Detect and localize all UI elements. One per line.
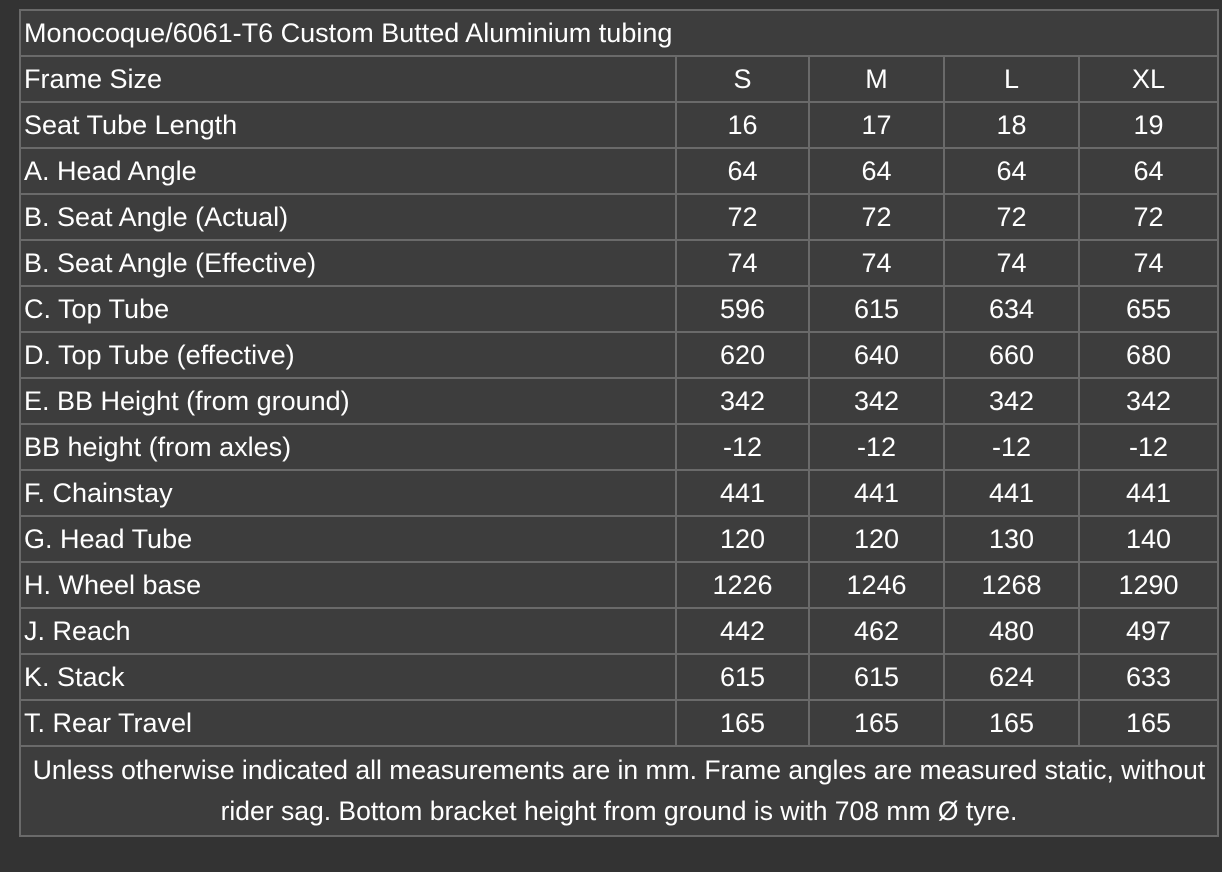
- size-header-s: S: [676, 56, 809, 102]
- cell-value: 72: [809, 194, 944, 240]
- row-label: K. Stack: [20, 654, 676, 700]
- row-label: J. Reach: [20, 608, 676, 654]
- cell-value: 17: [809, 102, 944, 148]
- cell-value: 74: [944, 240, 1079, 286]
- cell-value: 342: [676, 378, 809, 424]
- geometry-table: [19, 9, 1219, 837]
- cell-value: 442: [676, 608, 809, 654]
- row-label: B. Seat Angle (Effective): [20, 240, 676, 286]
- cell-value: 16: [676, 102, 809, 148]
- cell-value: 18: [944, 102, 1079, 148]
- row-label: E. BB Height (from ground): [20, 378, 676, 424]
- frame-size-label: Frame Size: [20, 56, 676, 102]
- footnote: Unless otherwise indicated all measurements are in mm. Frame angles are measured static, without rider sag. Bottom bracket height from ground is with 708 mm Ø tyre.: [20, 746, 1218, 836]
- cell-value: 441: [809, 470, 944, 516]
- table-row: [20, 378, 1218, 424]
- cell-value: 680: [1079, 332, 1218, 378]
- cell-value: 140: [1079, 516, 1218, 562]
- cell-value: 441: [944, 470, 1079, 516]
- table-row: [20, 286, 1218, 332]
- cell-value: 165: [1079, 700, 1218, 746]
- cell-value: 660: [944, 332, 1079, 378]
- row-label: B. Seat Angle (Actual): [20, 194, 676, 240]
- table-row: [20, 240, 1218, 286]
- cell-value: 72: [1079, 194, 1218, 240]
- cell-value: -12: [809, 424, 944, 470]
- cell-value: 19: [1079, 102, 1218, 148]
- cell-value: 64: [676, 148, 809, 194]
- cell-value: 120: [676, 516, 809, 562]
- row-label: F. Chainstay: [20, 470, 676, 516]
- table-title: Monocoque/6061-T6 Custom Butted Aluminium tubing: [20, 10, 1218, 56]
- cell-value: 441: [1079, 470, 1218, 516]
- table-row: [20, 194, 1218, 240]
- size-header-l: L: [944, 56, 1079, 102]
- cell-value: 1268: [944, 562, 1079, 608]
- cell-value: 342: [944, 378, 1079, 424]
- cell-value: -12: [944, 424, 1079, 470]
- cell-value: 64: [1079, 148, 1218, 194]
- table-row: [20, 102, 1218, 148]
- cell-value: 640: [809, 332, 944, 378]
- cell-value: 497: [1079, 608, 1218, 654]
- cell-value: 74: [676, 240, 809, 286]
- cell-value: -12: [1079, 424, 1218, 470]
- cell-value: 633: [1079, 654, 1218, 700]
- cell-value: 72: [676, 194, 809, 240]
- row-label: Seat Tube Length: [20, 102, 676, 148]
- size-header-xl: XL: [1079, 56, 1218, 102]
- row-label: C. Top Tube: [20, 286, 676, 332]
- cell-value: 165: [944, 700, 1079, 746]
- table-title-row: [20, 10, 1218, 56]
- cell-value: 1290: [1079, 562, 1218, 608]
- footnote-row: [20, 746, 1218, 836]
- table-row: [20, 332, 1218, 378]
- cell-value: 64: [809, 148, 944, 194]
- cell-value: 462: [809, 608, 944, 654]
- cell-value: 615: [676, 654, 809, 700]
- table-row: [20, 470, 1218, 516]
- cell-value: 130: [944, 516, 1079, 562]
- cell-value: 480: [944, 608, 1079, 654]
- cell-value: 165: [676, 700, 809, 746]
- cell-value: 342: [809, 378, 944, 424]
- cell-value: 1226: [676, 562, 809, 608]
- table-row: [20, 148, 1218, 194]
- cell-value: 165: [809, 700, 944, 746]
- cell-value: 441: [676, 470, 809, 516]
- table-row: [20, 424, 1218, 470]
- cell-value: 620: [676, 332, 809, 378]
- row-label: D. Top Tube (effective): [20, 332, 676, 378]
- cell-value: 655: [1079, 286, 1218, 332]
- cell-value: 74: [809, 240, 944, 286]
- table-row: [20, 700, 1218, 746]
- row-label: H. Wheel base: [20, 562, 676, 608]
- cell-value: 615: [809, 286, 944, 332]
- cell-value: 615: [809, 654, 944, 700]
- cell-value: 72: [944, 194, 1079, 240]
- table-row: [20, 608, 1218, 654]
- row-label: T. Rear Travel: [20, 700, 676, 746]
- table-row: [20, 562, 1218, 608]
- row-label: BB height (from axles): [20, 424, 676, 470]
- cell-value: 634: [944, 286, 1079, 332]
- cell-value: 624: [944, 654, 1079, 700]
- size-header-m: M: [809, 56, 944, 102]
- row-label: G. Head Tube: [20, 516, 676, 562]
- frame-size-header-row: [20, 56, 1218, 102]
- cell-value: 64: [944, 148, 1079, 194]
- cell-value: 120: [809, 516, 944, 562]
- row-label: A. Head Angle: [20, 148, 676, 194]
- cell-value: 342: [1079, 378, 1218, 424]
- cell-value: 596: [676, 286, 809, 332]
- cell-value: 74: [1079, 240, 1218, 286]
- table-row: [20, 516, 1218, 562]
- table-row: [20, 654, 1218, 700]
- cell-value: -12: [676, 424, 809, 470]
- cell-value: 1246: [809, 562, 944, 608]
